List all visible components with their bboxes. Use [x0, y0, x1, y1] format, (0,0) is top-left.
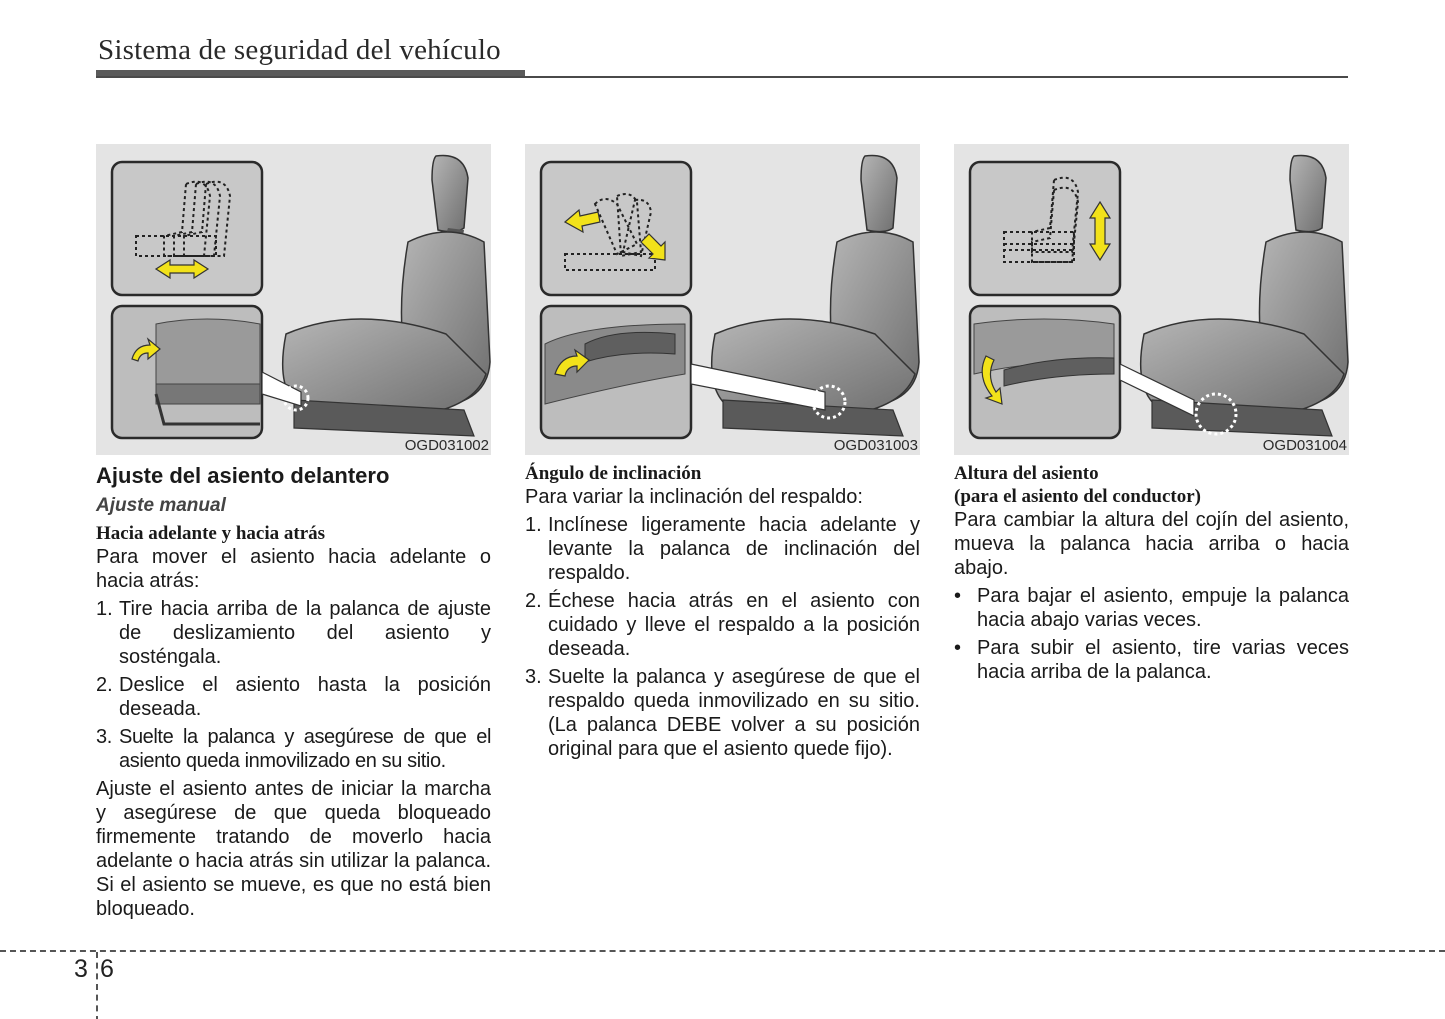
- step-text: Suelte la palanca y asegúrese de que el asiento queda inmovilizado en su sitio.: [119, 726, 491, 772]
- seat-recline-illustration: [525, 144, 920, 455]
- step-number: 2.: [525, 590, 542, 612]
- inset-recline-positions: [541, 162, 691, 295]
- intro-paragraph: Para cambiar la altura del cojín del asiento, mueva la palanca hacia arriba o hacia abajo.: [954, 509, 1349, 579]
- step-number: 1.: [525, 514, 542, 536]
- running-header: Sistema de seguridad del vehículo: [98, 34, 501, 66]
- step-number: 2.: [96, 674, 113, 696]
- intro-paragraph: Para variar la inclinación del respaldo:: [525, 486, 863, 508]
- list-item: [954, 636, 1349, 684]
- inset-seat-positions: [112, 162, 262, 295]
- list-item: [96, 597, 491, 669]
- step-number: 3.: [96, 726, 112, 748]
- step-text: Échese hacia atrás en el asiento con cuidado y lleve el respaldo a la posición deseada.: [548, 590, 920, 660]
- steps-list: [96, 597, 491, 773]
- figure-seat-slide: [96, 144, 491, 455]
- step-number: 1.: [96, 598, 113, 620]
- list-item: [525, 665, 920, 761]
- figure-seat-recline: [525, 144, 920, 455]
- closing-paragraph: Ajuste el asiento antes de iniciar la marcha y asegúrese de que queda bloqueado firmemente tratando de moverlo hacia adelante o hacia atrás sin utilizar la palanca. Si el asiento se mueve, es que no está bien bloqueado.: [96, 778, 491, 920]
- step-number: 3.: [525, 666, 542, 688]
- list-item: [954, 584, 1349, 632]
- steps-list: [525, 513, 920, 761]
- figure-code: OGD031002: [404, 437, 489, 454]
- footer-rule: [0, 950, 1445, 952]
- step-text: Deslice el asiento hasta la posición deseada.: [119, 674, 491, 720]
- figure-code: OGD031003: [833, 437, 918, 454]
- subsection-heading: Ajuste manual: [96, 495, 226, 516]
- bullet-icon: •: [954, 585, 962, 607]
- topic-subtitle: (para el asiento del conductor): [954, 486, 1201, 507]
- bullet-icon: •: [954, 637, 962, 659]
- figure-seat-height: [954, 144, 1349, 455]
- column-front-seat-adjust: [96, 462, 491, 921]
- header-rule: [96, 76, 1348, 78]
- bullet-list: [954, 584, 1349, 684]
- column-recline-angle: [525, 462, 920, 761]
- page-number: 6: [100, 955, 114, 983]
- topic-title: Ángulo de inclinación: [525, 463, 702, 484]
- footer-divider: [96, 952, 98, 1019]
- step-text: Inclínese ligeramente hacia adelante y levante la palanca de inclinación del respaldo.: [548, 514, 920, 584]
- list-item: [525, 513, 920, 585]
- intro-paragraph: Para mover el asiento hacia adelante o hacia atrás:: [96, 546, 491, 592]
- step-text: Suelte la palanca y asegúrese de que el respaldo queda inmovilizado en su sitio. (La palanca DEBE volver a su posición original para que el asiento quede fijo).: [548, 666, 920, 760]
- step-text: Tire hacia arriba de la palanca de ajuste de deslizamiento del asiento y sosténgala.: [119, 598, 491, 668]
- chapter-number: 3: [74, 955, 88, 983]
- column-seat-height: [954, 462, 1349, 684]
- seat-drawing: [283, 155, 490, 436]
- bullet-text: Para bajar el asiento, empuje la palanca hacia abajo varias veces.: [977, 585, 1349, 631]
- bullet-text: Para subir el asiento, tire varias veces hacia arriba de la palanca.: [977, 637, 1349, 683]
- topic-title: Hacia adelante y hacia atrás: [96, 523, 326, 544]
- list-item: [525, 589, 920, 661]
- seat-height-illustration: [954, 144, 1349, 455]
- figure-code: OGD031004: [1262, 437, 1347, 454]
- list-item: [96, 725, 491, 773]
- section-heading: Ajuste del asiento delantero: [96, 463, 390, 488]
- list-item: [96, 673, 491, 721]
- seat-slide-illustration: [96, 144, 491, 455]
- topic-title: Altura del asiento: [954, 463, 1099, 484]
